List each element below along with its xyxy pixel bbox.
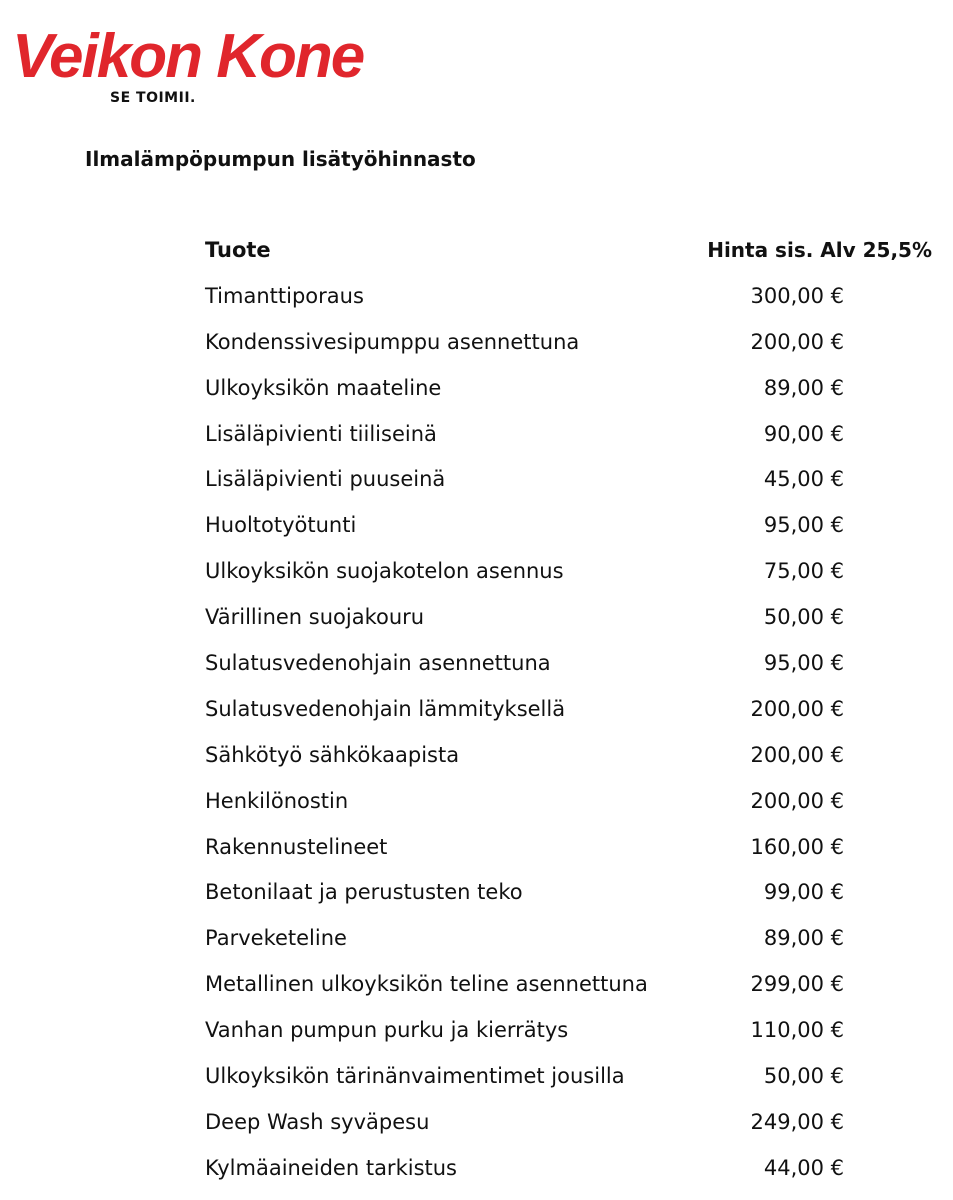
brand-logo <box>12 22 364 112</box>
table-row <box>205 779 940 825</box>
table-row <box>205 825 940 871</box>
product-price: 299,00 € <box>750 972 844 997</box>
product-price: 50,00 € <box>763 1064 844 1089</box>
table-row <box>205 916 940 962</box>
product-name: Huoltotyötunti <box>205 513 357 538</box>
table-row <box>205 687 940 733</box>
table-row <box>205 1054 940 1100</box>
product-price: 95,00 € <box>763 513 844 538</box>
product-price: 200,00 € <box>750 329 844 354</box>
product-name: Kondenssivesipumppu asennettuna <box>205 329 580 354</box>
table-row <box>205 457 940 503</box>
product-price: 75,00 € <box>763 559 844 584</box>
table-body <box>205 274 940 1192</box>
product-name: Ulkoyksikön tärinänvaimentimet jousilla <box>205 1064 625 1089</box>
product-price: 200,00 € <box>750 788 844 813</box>
product-name: Deep Wash syväpesu <box>205 1109 430 1134</box>
table-row <box>205 1146 940 1192</box>
table-row <box>205 962 940 1008</box>
product-price: 110,00 € <box>750 1018 844 1043</box>
page-title: Ilmalämpöpumpun lisätyöhinnasto <box>85 147 476 171</box>
table-row <box>205 274 940 320</box>
table-row <box>205 733 940 779</box>
table-row <box>205 595 940 641</box>
table-row <box>205 549 940 595</box>
product-price: 160,00 € <box>750 834 844 859</box>
product-name: Rakennustelineet <box>205 834 388 859</box>
table-row <box>205 641 940 687</box>
product-name: Sähkötyö sähkökaapista <box>205 742 460 767</box>
product-price: 200,00 € <box>750 696 844 721</box>
product-name: Vanhan pumpun purku ja kierrätys <box>205 1018 569 1043</box>
column-header-product: Tuote <box>205 238 271 262</box>
product-name: Timanttiporaus <box>205 283 364 308</box>
table-row <box>205 1008 940 1054</box>
product-price: 300,00 € <box>750 283 844 308</box>
table-row <box>205 870 940 916</box>
table-header-row <box>205 228 940 274</box>
logo-tagline: SE TOIMII. <box>110 90 196 106</box>
column-header-price: Hinta sis. Alv 25,5% <box>707 238 932 262</box>
product-price: 200,00 € <box>750 742 844 767</box>
product-name: Sulatusvedenohjain lämmityksellä <box>205 696 566 721</box>
product-name: Lisäläpivienti tiiliseinä <box>205 421 437 446</box>
table-row <box>205 503 940 549</box>
product-name: Parveketeline <box>205 926 347 951</box>
table-row <box>205 366 940 412</box>
product-name: Kylmäaineiden tarkistus <box>205 1155 457 1180</box>
product-price: 99,00 € <box>763 880 844 905</box>
product-name: Betonilaat ja perustusten teko <box>205 880 523 905</box>
product-price: 90,00 € <box>763 421 844 446</box>
product-name: Ulkoyksikön suojakotelon asennus <box>205 559 564 584</box>
product-name: Lisäläpivienti puuseinä <box>205 467 446 492</box>
product-name: Sulatusvedenohjain asennettuna <box>205 651 551 676</box>
product-name: Henkilönostin <box>205 788 349 813</box>
product-name: Värillinen suojakouru <box>205 605 425 630</box>
table-row <box>205 1100 940 1146</box>
product-price: 89,00 € <box>763 375 844 400</box>
product-name: Metallinen ulkoyksikön teline asennettuna <box>205 972 648 997</box>
product-price: 249,00 € <box>750 1109 844 1134</box>
table-row <box>205 320 940 366</box>
price-table <box>205 228 940 1192</box>
product-price: 95,00 € <box>763 651 844 676</box>
product-price: 89,00 € <box>763 926 844 951</box>
table-row <box>205 412 940 458</box>
product-name: Ulkoyksikön maateline <box>205 375 442 400</box>
logo-wordmark: Veikon Kone <box>12 22 364 91</box>
product-price: 44,00 € <box>763 1155 844 1180</box>
product-price: 50,00 € <box>763 605 844 630</box>
product-price: 45,00 € <box>763 467 844 492</box>
